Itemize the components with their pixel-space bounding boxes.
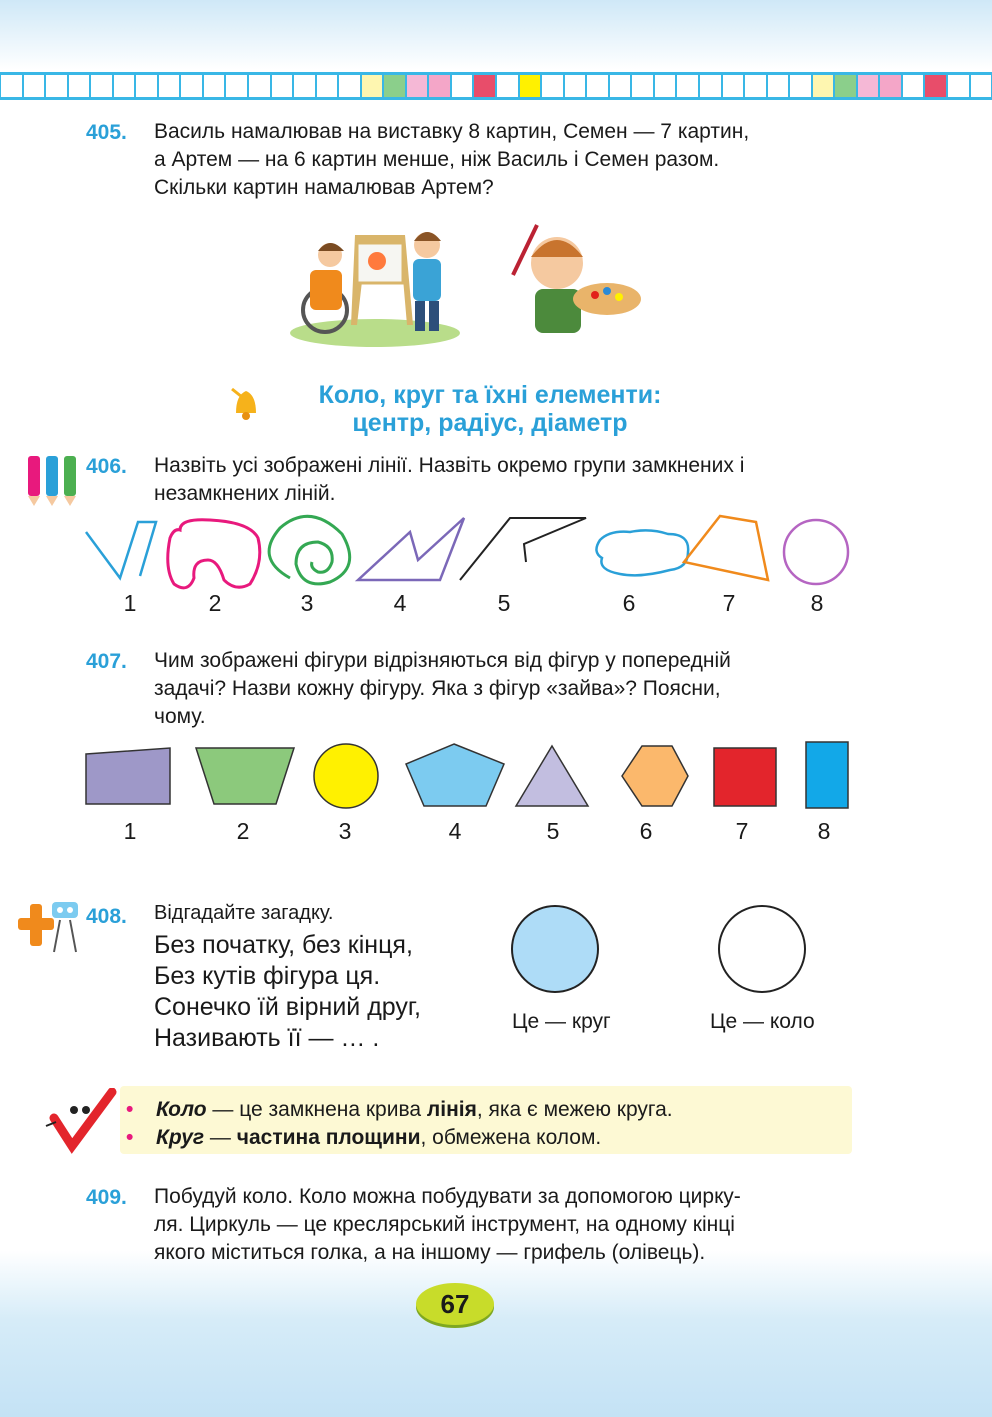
line-4-closed — [358, 518, 464, 580]
painting-children-illustration — [285, 215, 645, 350]
caption-kolo: Це — коло — [710, 1010, 815, 1033]
task-409-number: 409. — [86, 1186, 127, 1209]
strip-cell — [24, 75, 45, 97]
page-number: 67 — [416, 1283, 494, 1325]
task-405-text: Василь намалював на виставку 8 картин, Семен — 7 картин, а Артем — на 6 картин менше, ніж Василь і Семен разом. Скільки картин намалював Артем? — [154, 120, 750, 199]
shape-1-quadrilateral — [86, 748, 170, 804]
strip-cell — [497, 75, 518, 97]
strip-cell — [677, 75, 698, 97]
task-408-number: 408. — [86, 905, 127, 928]
strip-cell — [452, 75, 473, 97]
strip-cell — [272, 75, 293, 97]
strip-cell — [294, 75, 315, 97]
task-406-number: 406. — [86, 455, 127, 478]
strip-cell — [136, 75, 157, 97]
strip-cell — [204, 75, 225, 97]
line-5-open — [460, 518, 586, 580]
task-407-number: 407. — [86, 650, 127, 673]
strip-cell — [384, 75, 405, 97]
strip-cell — [723, 75, 744, 97]
strip-cell — [317, 75, 338, 97]
definition-box — [120, 1086, 852, 1154]
task-405-number: 405. — [86, 121, 127, 144]
line-1-open — [86, 522, 156, 578]
strip-cell — [610, 75, 631, 97]
shape-8-rectangle — [806, 742, 848, 808]
task-407-text: Чим зображені фігури відрізняються від фігур у попередній задачі? Назви кожну фігуру. Яка з фігур «зайва»? Поясни, чому. — [154, 649, 731, 728]
shape-7-square — [714, 748, 776, 806]
line-8-circle — [784, 520, 848, 584]
line-6-closed — [596, 530, 688, 575]
math-characters-icon — [16, 896, 82, 958]
strip-cell — [249, 75, 270, 97]
rule-kolo: • Коло — це замкнена крива лінія, яка є межею круга. — [126, 1098, 673, 1121]
riddle-text: Без початку, без кінця, Без кутів фігура ця. Сонечко їй вірний друг, Називають її — … . — [154, 931, 421, 1052]
circle-outline-figure — [712, 903, 812, 995]
labels-406: 1 2 3 4 5 6 7 8 — [123, 590, 824, 616]
line-2-closed — [168, 520, 260, 588]
shape-3-circle — [314, 744, 378, 808]
task-406-text: Назвіть усі зображені лінії. Назвіть окремо групи замкнених і незамкнених ліній. — [154, 454, 745, 505]
strip-cell — [407, 75, 428, 97]
shape-5-triangle — [516, 746, 588, 806]
line-7-closed — [684, 516, 768, 580]
strip-cell — [835, 75, 856, 97]
checkmark-character-icon — [44, 1088, 120, 1154]
labels-407: 1 2 3 4 5 6 7 8 — [123, 818, 831, 844]
lines-figures-406 — [80, 510, 860, 590]
strip-cell — [971, 75, 992, 97]
strip-cell — [46, 75, 67, 97]
strip-cell — [587, 75, 608, 97]
line-3-spiral — [269, 516, 350, 584]
rule-krug: • Круг — частина площини, обмежена колом. — [126, 1126, 602, 1149]
strip-cell — [565, 75, 586, 97]
strip-cell — [181, 75, 202, 97]
strip-cell — [768, 75, 789, 97]
strip-cell — [745, 75, 766, 97]
strip-cell — [429, 75, 450, 97]
strip-cell — [114, 75, 135, 97]
strip-cell — [948, 75, 969, 97]
shape-4-pentagon — [406, 744, 504, 806]
strip-cell — [362, 75, 383, 97]
decorative-strip — [0, 72, 992, 100]
strip-cell — [91, 75, 112, 97]
strip-cell — [159, 75, 180, 97]
strip-cell — [858, 75, 879, 97]
section-heading: Коло, круг та їхні елементи: центр, радіус, діаметр — [318, 381, 662, 437]
strip-cell — [69, 75, 90, 97]
strip-cell — [520, 75, 541, 97]
shape-6-hexagon — [622, 746, 688, 806]
strip-cell — [790, 75, 811, 97]
strip-cell — [880, 75, 901, 97]
strip-cell — [542, 75, 563, 97]
filled-disk-figure — [505, 903, 605, 995]
strip-cell — [700, 75, 721, 97]
strip-cell — [655, 75, 676, 97]
shape-2-trapezoid — [196, 748, 294, 804]
pencils-icon — [22, 452, 84, 506]
strip-cell — [903, 75, 924, 97]
task-408-intro: Відгадайте загадку. — [154, 902, 334, 924]
strip-cell — [474, 75, 495, 97]
strip-cell — [339, 75, 360, 97]
strip-cell — [925, 75, 946, 97]
strip-cell — [226, 75, 247, 97]
strip-cell — [1, 75, 22, 97]
task-409-text: Побудуй коло. Коло можна побудувати за допомогою циркy- ля. Циркуль — це креслярський інструмент, на одному кінці якого міститься голка, а на іншому — грифель (олівець). — [154, 1185, 741, 1264]
strip-cell — [813, 75, 834, 97]
strip-cell — [632, 75, 653, 97]
caption-krug: Це — круг — [512, 1010, 611, 1033]
shapes-407 — [80, 738, 860, 812]
